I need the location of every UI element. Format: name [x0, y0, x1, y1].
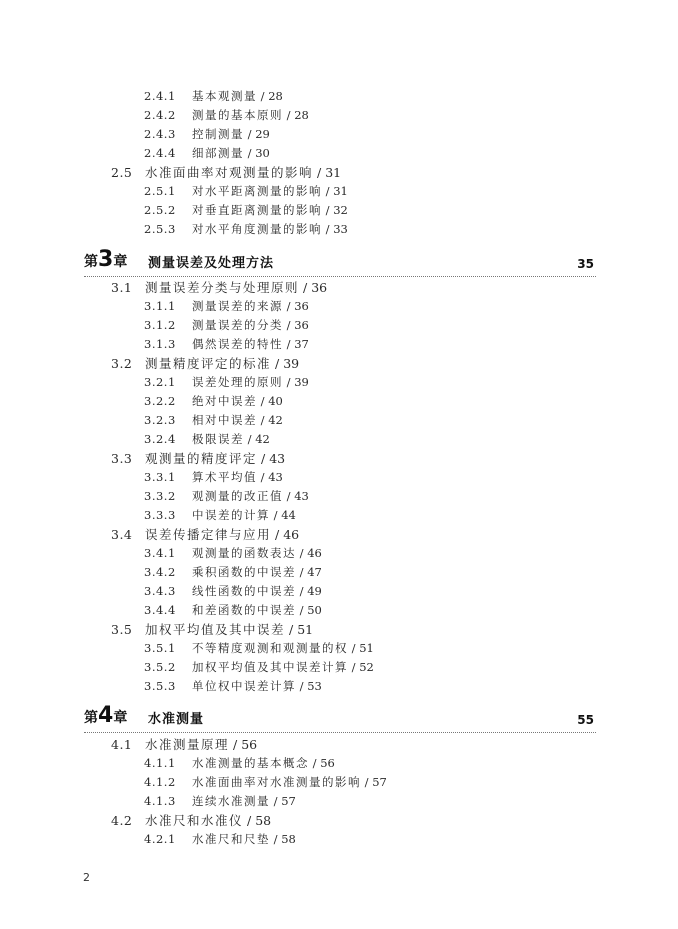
toc-section-entry[interactable]: 4.2 水准尺和水准仪 / 58 [111, 813, 272, 828]
entry-page: 31 [333, 184, 348, 198]
entry-page: 47 [307, 565, 322, 579]
toc-section-entry[interactable]: 3.5 加权平均值及其中误差 / 51 [111, 622, 314, 637]
entry-page: 30 [255, 146, 270, 160]
entry-title: 水准面曲率对水准测量的影响 [192, 775, 361, 789]
chapter-number: 3 [98, 247, 114, 272]
entry-title: 线性函数的中误差 [192, 584, 296, 598]
entry-number: 4.1 [111, 737, 133, 752]
entry-title: 误差传播定律与应用 [145, 527, 272, 542]
entry-page: 31 [325, 165, 342, 180]
entry-title: 控制测量 [192, 127, 244, 141]
entry-number: 2.5.1 [144, 184, 176, 198]
entry-page: 32 [333, 203, 348, 217]
entry-title: 和差函数的中误差 [192, 603, 296, 617]
entry-title: 误差处理的原则 [192, 375, 283, 389]
chapter-label: 第4章 [84, 703, 128, 728]
entry-number: 2.5.2 [144, 203, 176, 217]
entry-page: 49 [307, 584, 322, 598]
toc-subsection-entry[interactable]: 2.4.2 测量的基本原则 / 28 [144, 108, 309, 122]
toc-section-entry[interactable]: 2.5 水准面曲率对观测量的影响 / 31 [111, 165, 342, 180]
entry-page: 50 [307, 603, 322, 617]
entry-page: 51 [359, 641, 374, 655]
entry-number: 2.5.3 [144, 222, 176, 236]
entry-number: 2.5 [111, 165, 133, 180]
entry-page: 57 [372, 775, 387, 789]
entry-page: 29 [255, 127, 270, 141]
toc-subsection-entry[interactable]: 3.1.1 测量误差的来源 / 36 [144, 299, 309, 313]
toc-section-entry[interactable]: 3.3 观测量的精度评定 / 43 [111, 451, 286, 466]
entry-title: 极限误差 [192, 432, 244, 446]
entry-page: 46 [307, 546, 322, 560]
entry-number: 4.2.1 [144, 832, 176, 846]
toc-subsection-entry[interactable]: 3.3.3 中误差的计算 / 44 [144, 508, 296, 522]
chapter-number: 4 [98, 703, 114, 728]
entry-number: 3.4.2 [144, 565, 176, 579]
chapter-heading-4[interactable] [84, 703, 596, 730]
entry-title: 测量误差分类与处理原则 [145, 280, 300, 295]
entry-title: 观测量的改正值 [192, 489, 283, 503]
toc-section-entry[interactable]: 3.1 测量误差分类与处理原则 / 36 [111, 280, 328, 295]
toc-subsection-entry[interactable]: 3.5.3 单位权中误差计算 / 53 [144, 679, 322, 693]
chapter-title: 测量误差及处理方法 [148, 256, 275, 271]
toc-subsection-entry[interactable]: 3.3.1 算术平均值 / 43 [144, 470, 283, 484]
chapter-page: 55 [577, 713, 594, 727]
entry-page: 37 [294, 337, 309, 351]
toc-subsection-entry[interactable]: 2.4.1 基本观测量 / 28 [144, 89, 283, 103]
entry-page: 56 [241, 737, 258, 752]
entry-title: 加权平均值及其中误差 [145, 622, 286, 637]
entry-number: 3.5.1 [144, 641, 176, 655]
entry-number: 4.1.2 [144, 775, 176, 789]
toc-subsection-entry[interactable]: 2.4.4 细部测量 / 30 [144, 146, 270, 160]
entry-number: 3.4.3 [144, 584, 176, 598]
entry-title: 观测量的函数表达 [192, 546, 296, 560]
toc-section-entry[interactable]: 3.2 测量精度评定的标准 / 39 [111, 356, 300, 371]
entry-number: 3.3.3 [144, 508, 176, 522]
entry-page: 28 [294, 108, 309, 122]
toc-subsection-entry[interactable]: 2.4.3 控制测量 / 29 [144, 127, 270, 141]
entry-number: 3.4.4 [144, 603, 176, 617]
toc-subsection-entry[interactable]: 4.1.1 水准测量的基本概念 / 56 [144, 756, 335, 770]
entry-page: 40 [268, 394, 283, 408]
entry-number: 3.1.2 [144, 318, 176, 332]
toc-subsection-entry[interactable]: 3.1.3 偶然误差的特性 / 37 [144, 337, 309, 351]
entry-title: 加权平均值及其中误差计算 [192, 660, 348, 674]
entry-page: 42 [268, 413, 283, 427]
entry-number: 3.1.3 [144, 337, 176, 351]
entry-page: 36 [294, 299, 309, 313]
entry-title: 观测量的精度评定 [145, 451, 258, 466]
entry-page: 51 [297, 622, 314, 637]
toc-subsection-entry[interactable]: 3.2.3 相对中误差 / 42 [144, 413, 283, 427]
entry-page: 58 [281, 832, 296, 846]
entry-number: 2.4.2 [144, 108, 176, 122]
toc-section-entry[interactable]: 3.4 误差传播定律与应用 / 46 [111, 527, 300, 542]
entry-title: 对水平距离测量的影响 [192, 184, 322, 198]
toc-subsection-entry[interactable]: 2.5.2 对垂直距离测量的影响 / 32 [144, 203, 348, 217]
entry-page: 56 [320, 756, 335, 770]
entry-title: 水准测量的基本概念 [192, 756, 309, 770]
toc-subsection-entry[interactable]: 3.3.2 观测量的改正值 / 43 [144, 489, 309, 503]
entry-title: 测量误差的分类 [192, 318, 283, 332]
entry-title: 测量的基本原则 [192, 108, 283, 122]
toc-subsection-entry[interactable]: 3.2.4 极限误差 / 42 [144, 432, 270, 446]
entry-number: 2.4.4 [144, 146, 176, 160]
entry-number: 3.2.1 [144, 375, 176, 389]
entry-number: 3.5.3 [144, 679, 176, 693]
toc-subsection-entry[interactable]: 3.5.2 加权平均值及其中误差计算 / 52 [144, 660, 374, 674]
page-number: 2 [83, 871, 90, 884]
entry-title: 乘积函数的中误差 [192, 565, 296, 579]
toc-subsection-entry[interactable]: 3.5.1 不等精度观测和观测量的权 / 51 [144, 641, 374, 655]
entry-page: 58 [255, 813, 272, 828]
entry-title: 对水平角度测量的影响 [192, 222, 322, 236]
entry-title: 中误差的计算 [192, 508, 270, 522]
entry-title: 水准尺和水准仪 [145, 813, 244, 828]
entry-number: 3.2.4 [144, 432, 176, 446]
dotted-divider [84, 732, 596, 733]
entry-title: 对垂直距离测量的影响 [192, 203, 322, 217]
toc-subsection-entry[interactable]: 3.4.3 线性函数的中误差 / 49 [144, 584, 322, 598]
entry-title: 水准面曲率对观测量的影响 [145, 165, 314, 180]
entry-number: 2.4.1 [144, 89, 176, 103]
toc-subsection-entry[interactable]: 4.1.3 连续水准测量 / 57 [144, 794, 296, 808]
toc-subsection-entry[interactable]: 3.4.2 乘积函数的中误差 / 47 [144, 565, 322, 579]
entry-title: 偶然误差的特性 [192, 337, 283, 351]
chapter-page: 35 [577, 257, 594, 271]
toc-subsection-entry[interactable]: 3.1.2 测量误差的分类 / 36 [144, 318, 309, 332]
toc-subsection-entry[interactable]: 2.5.3 对水平角度测量的影响 / 33 [144, 222, 348, 236]
entry-title: 单位权中误差计算 [192, 679, 296, 693]
entry-number: 3.2 [111, 356, 133, 371]
entry-number: 3.4.1 [144, 546, 176, 560]
entry-number: 3.1 [111, 280, 133, 295]
entry-number: 3.1.1 [144, 299, 176, 313]
toc-subsection-entry[interactable]: 3.2.2 绝对中误差 / 40 [144, 394, 283, 408]
entry-page: 39 [294, 375, 309, 389]
entry-page: 57 [281, 794, 296, 808]
entry-title: 算术平均值 [192, 470, 257, 484]
entry-number: 3.5.2 [144, 660, 176, 674]
entry-page: 44 [281, 508, 296, 522]
entry-number: 3.5 [111, 622, 133, 637]
entry-page: 43 [269, 451, 286, 466]
entry-number: 3.3 [111, 451, 133, 466]
entry-page: 36 [311, 280, 328, 295]
entry-title: 细部测量 [192, 146, 244, 160]
dotted-divider [84, 276, 596, 277]
entry-page: 43 [268, 470, 283, 484]
toc-subsection-entry[interactable]: 3.4.1 观测量的函数表达 / 46 [144, 546, 322, 560]
entry-title: 测量精度评定的标准 [145, 356, 272, 371]
entry-title: 绝对中误差 [192, 394, 257, 408]
toc-subsection-entry[interactable]: 2.5.1 对水平距离测量的影响 / 31 [144, 184, 348, 198]
chapter-label: 第3章 [84, 247, 128, 272]
entry-title: 不等精度观测和观测量的权 [192, 641, 348, 655]
entry-title: 测量误差的来源 [192, 299, 283, 313]
entry-number: 3.3.2 [144, 489, 176, 503]
entry-page: 39 [283, 356, 300, 371]
toc-subsection-entry[interactable]: 3.2.1 误差处理的原则 / 39 [144, 375, 309, 389]
entry-title: 基本观测量 [192, 89, 257, 103]
entry-page: 46 [283, 527, 300, 542]
entry-title: 连续水准测量 [192, 794, 270, 808]
entry-number: 2.4.3 [144, 127, 176, 141]
entry-number: 3.2.2 [144, 394, 176, 408]
entry-number: 3.3.1 [144, 470, 176, 484]
toc-subsection-entry[interactable]: 4.2.1 水准尺和尺垫 / 58 [144, 832, 296, 846]
chapter-title: 水准测量 [148, 712, 205, 727]
entry-title: 水准尺和尺垫 [192, 832, 270, 846]
entry-page: 42 [255, 432, 270, 446]
toc-subsection-entry[interactable]: 4.1.2 水准面曲率对水准测量的影响 / 57 [144, 775, 387, 789]
entry-page: 36 [294, 318, 309, 332]
entry-title: 相对中误差 [192, 413, 257, 427]
entry-number: 4.1.3 [144, 794, 176, 808]
entry-number: 3.2.3 [144, 413, 176, 427]
chapter-heading-3[interactable] [84, 247, 596, 274]
entry-number: 3.4 [111, 527, 133, 542]
entry-page: 28 [268, 89, 283, 103]
entry-page: 52 [359, 660, 374, 674]
entry-page: 33 [333, 222, 348, 236]
entry-number: 4.1.1 [144, 756, 176, 770]
entry-page: 53 [307, 679, 322, 693]
toc-subsection-entry[interactable]: 3.4.4 和差函数的中误差 / 50 [144, 603, 322, 617]
toc-section-entry[interactable]: 4.1 水准测量原理 / 56 [111, 737, 258, 752]
entry-page: 43 [294, 489, 309, 503]
entry-title: 水准测量原理 [145, 737, 230, 752]
entry-number: 4.2 [111, 813, 133, 828]
